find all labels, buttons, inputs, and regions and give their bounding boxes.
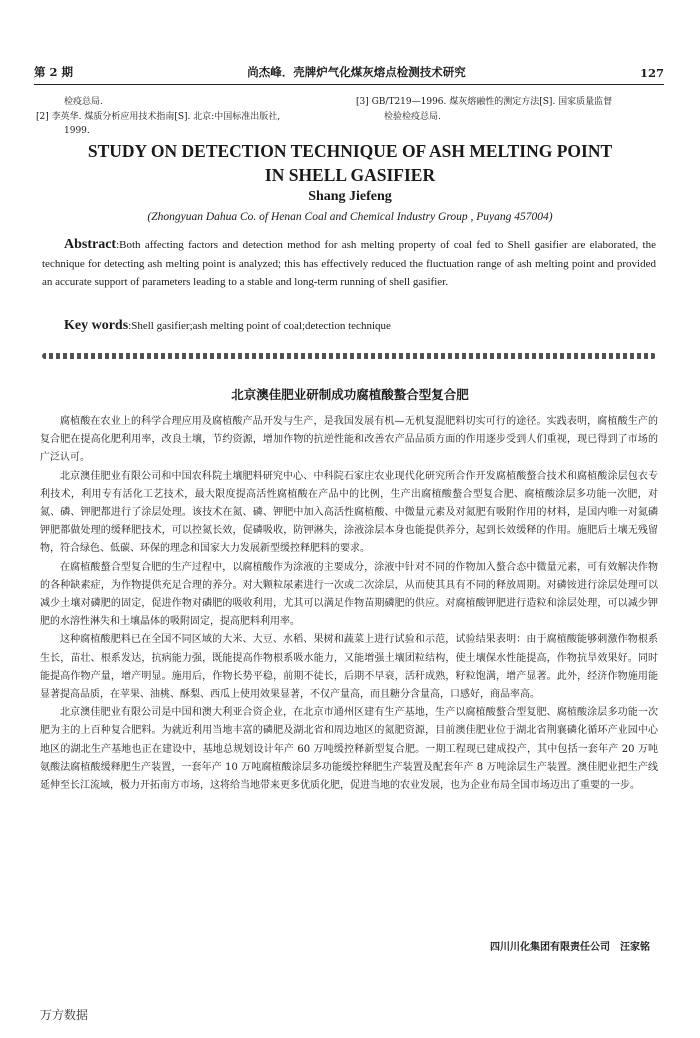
decorative-divider bbox=[42, 353, 656, 359]
article-affiliation: (Zhongyuan Dahua Co. of Henan Coal and Chemical Industry Group , Puyang 457004) bbox=[147, 211, 553, 223]
article-title-line2: IN SHELL GASIFIER bbox=[264, 165, 436, 185]
keywords-text: :Shell gasifier;ash melting point of coal;detection technique bbox=[128, 320, 391, 332]
reference-line: [2] 李英华. 煤质分析应用技术指南[S]. 北京:中国标准出版社, bbox=[36, 112, 281, 122]
reference-line: 检验检疫总局. bbox=[384, 112, 441, 122]
news-paragraph: 腐植酸在农业上的科学合理应用及腐植酸产品开发与生产，是我国发展有机—无机复混肥料切实可行的途径。实践表明，腐植酸生产的复合肥在提高化肥利用率，改良土壤，节约资源，增加作物的抗逆性能和改善农产品品质方面的作用逐步受到人们重视，现已得到了市场的广泛认可。 bbox=[40, 416, 658, 464]
running-header bbox=[34, 60, 664, 80]
article-title-line1: STUDY ON DETECTION TECHNIQUE OF ASH MELTING POINT bbox=[87, 141, 613, 161]
news-title: 北京澳佳肥业研制成功腐植酸螯合型复合肥 bbox=[231, 387, 469, 402]
footer-watermark: 万方数据 bbox=[40, 1008, 89, 1022]
news-paragraph: 这种腐植酸肥料已在全国不同区域的大米、大豆、水稻、果树和蔬菜上进行试验和示范，试验结果表明：由于腐植酸能够刺激作物根系生长，苗壮、根系发达，抗病能力强，既能提高作物根系吸水能力，又能增强土壤团粒结构，使土壤保水性能提高，作物抗旱效果好。同时能提高作物产量，增产明显。施用后，作物长势平稳，前期不徒长，后期不早衰，活秆成熟，籽粒饱满，增产显著。此外，经济作物施用能显著提高品质，在苹果、油桃、酥梨、西瓜上使用效果显著，不仅产量高，而且糖分含量高，口感好，商品率高。 bbox=[40, 634, 658, 701]
news-signature: 四川川化集团有限责任公司 汪家铭 bbox=[490, 942, 650, 953]
abstract-text: :Both affecting factors and detection method for ash melting property of coal fed to Shell gasifier are elaborated, the technique for detecting ash melting point is analyzed; this has effectively reduced the fluctuation range of ash melting point and provided an accurate support of parameters leading to a stable and long-term running of shell gasifier. bbox=[42, 239, 656, 288]
reference-line: 检疫总局. bbox=[64, 97, 103, 107]
news-paragraph: 在腐植酸螯合型复合肥的生产过程中，以腐植酸作为涂液的主要成分，涂液中针对不同的作物加入螯合态中微量元素，可有效解决作物的各种缺素症，为作物提供充足合理的养分。对大颗粒尿素进行一次或二次涂层，从而使其具有不同的释放周期。对磷铵进行涂层处理可以减少土壤对磷肥的固定，促进作物对磷肥的吸收利用，尤其可以满足作物苗期磷肥的供应。对腐植酸钾肥进行造粒和涂层处理，可以减少钾肥的水溶性淋失和土壤晶体的吸附固定，提高肥料利用率。 bbox=[40, 561, 658, 628]
page-number: 127 bbox=[639, 66, 664, 80]
header-rule bbox=[34, 84, 664, 85]
keywords bbox=[64, 318, 391, 334]
article-author: Shang Jiefeng bbox=[308, 189, 392, 204]
news-paragraph: 北京澳佳肥业有限公司和中国农科院土壤肥料研究中心、中科院石家庄农业现代化研究所合作开发腐植酸螯合技术和腐植酸涂层包衣专利技术，利用专有活化工艺技术，最大限度提高活性腐植酸在产品中的比例，生产出腐植酸螯合型复合肥、腐植酸涂层多功能一次肥，对氮、磷、钾肥都进行了涂层处理。该技术在氮、磷、钾肥中加入高活性腐植酸、中微量元素及对氮肥有吸附作用的材料，是国内唯一对氮磷钾肥都做处理的缓释肥技术，可以控氮长效，促磷吸收，防钾淋失，涂液涂层本身也能提供养分，起到长效缓释的作用。施肥后土壤无残留物，符合绿色、低碳、环保的理念和国家大力发展新型缓控释肥料的要求。 bbox=[40, 470, 658, 555]
keywords-label: Key words bbox=[64, 318, 129, 333]
abstract-label: Abstract bbox=[64, 237, 117, 252]
news-paragraph: 北京澳佳肥业有限公司是中国和澳大利亚合资企业，在北京市通州区建有生产基地，生产以腐植酸螯合型复肥、腐植酸涂层多功能一次肥为主的上百种复合肥料。为就近利用当地丰富的磷肥及湖北省和周边地区的氮肥资源，目前澳佳肥业位于湖北省荆襄磷化循环产业园中心地区的湖北生产基地也正在建设中，基地总规划设计年产 60 万吨缓控释新型复合肥。一期工程现已建成投产，其中包括一套年产 20 万吨氨酸法腐植酸缓释肥生产装置，一套年产 10 万吨腐植酸涂层多功能缓控释肥生产装置及配套年产 8 万吨涂层生产装置。澳佳肥业把生产线延伸至长江流域，极力开拓南方市场，这将给当地带来更多优质化肥，促进当地的农业发展，也为企业布局全国市场迈出了重要的一步。 bbox=[40, 707, 658, 792]
references-right-column bbox=[356, 95, 656, 125]
issue-number: 第 2 期 bbox=[34, 65, 74, 79]
abstract bbox=[42, 236, 656, 292]
references-left-column bbox=[36, 95, 346, 138]
news-body bbox=[40, 413, 658, 795]
running-title: 尚杰峰．壳牌炉气化煤灰熔点检测技术研究 bbox=[247, 65, 466, 79]
reference-line: [3] GB/T219—1996. 煤灰熔融性的测定方法[S]. 国家质量监督 bbox=[356, 97, 613, 107]
reference-line: 1999. bbox=[64, 126, 90, 136]
